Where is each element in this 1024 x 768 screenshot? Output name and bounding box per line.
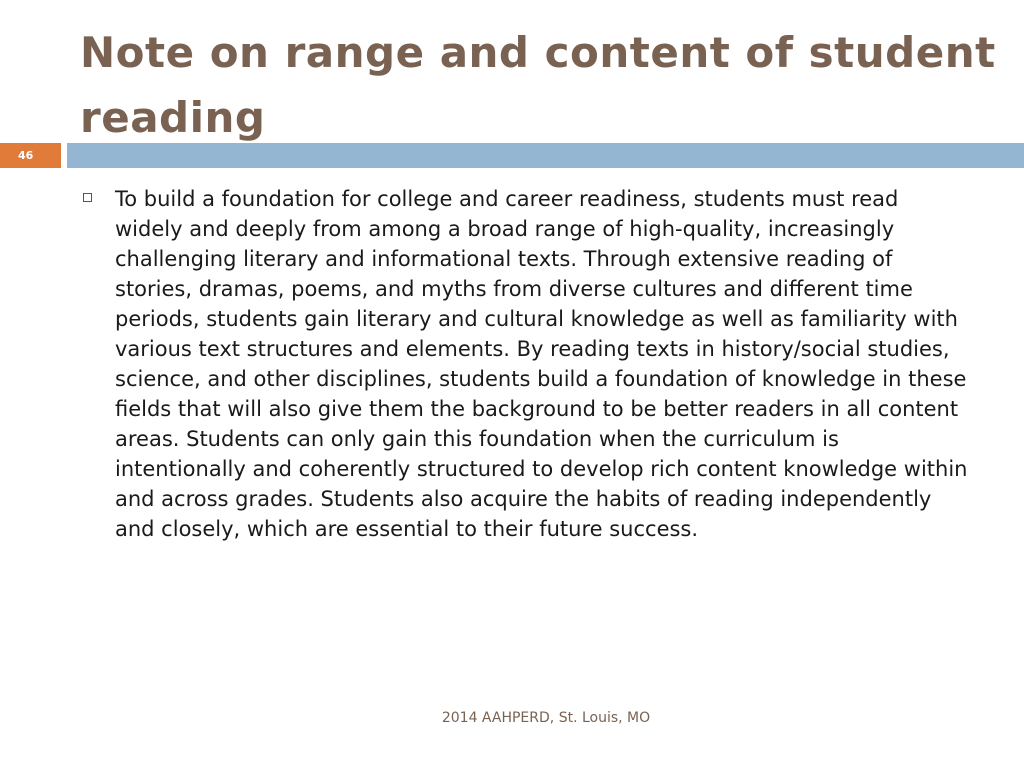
footer-text: 2014 AAHPERD, St. Louis, MO: [441, 710, 651, 726]
slide-title: Note on range and content of student reading: [80, 28, 996, 142]
bullet-item: [80, 184, 970, 544]
bullet-text: To build a foundation for college and career readiness, students must read widely and deeply from among a broad range of high-quality, increasingly challenging literary and informational texts. Through extensive reading of stories, dramas, poems, and myths from diverse cultures and different time periods, students gain literary and cultural knowledge as well as familiarity with various text structures and elements. By reading texts in history/social studies, science, and other disciplines, students build a foundation of knowledge in these fields that will also give them the background to be better readers in all content areas. Students can only gain this foundation when the curriculum is intentionally and coherently structured to develop rich content knowledge within and across grades. Students also acquire the habits of reading independently and closely, which are essential to their future success.: [115, 187, 968, 541]
bullet-list: [80, 184, 970, 544]
slide-number-badge: [0, 143, 61, 168]
header-divider-bar: [67, 143, 1024, 168]
slide-number: 46: [18, 149, 34, 162]
hollow-square-bullet-icon: [83, 193, 92, 202]
